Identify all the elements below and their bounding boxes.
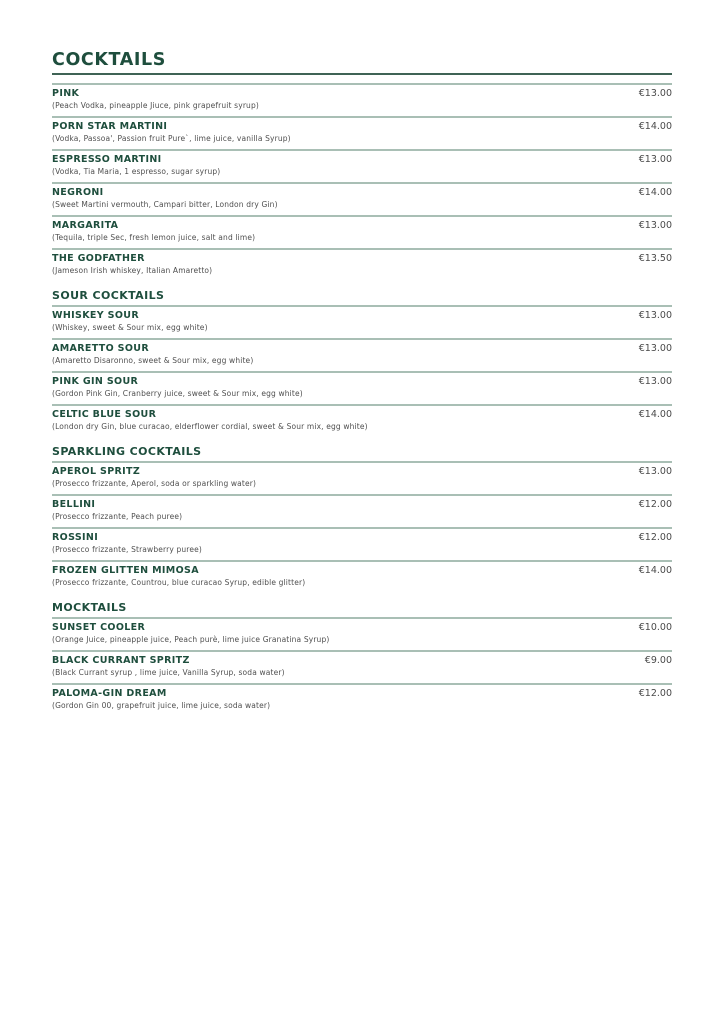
item-name: PINK GIN SOUR: [52, 376, 139, 387]
item-price: €13.00: [638, 310, 672, 321]
item-description: (Vodka, Passoa', Passion fruit Pure`, lime juice, vanilla Syrup): [52, 134, 291, 143]
item-row: [52, 655, 672, 666]
item-description: (Black Currant syrup , lime juice, Vanilla Syrup, soda water): [52, 668, 285, 677]
item-description: (Gordon Pink Gin, Cranberry juice, sweet & Sour mix, egg white): [52, 389, 303, 398]
item-row: [52, 466, 672, 477]
item-price: €13.00: [638, 154, 672, 165]
section-header-mocktails: MOCKTAILS: [52, 601, 127, 614]
item-row: [52, 565, 672, 576]
item-price: €9.00: [644, 655, 672, 666]
item-price: €14.00: [638, 409, 672, 420]
item-row: [52, 376, 672, 387]
item-description: (Amaretto Disaronno, sweet & Sour mix, egg white): [52, 356, 254, 365]
item-description: (Jameson Irish whiskey, Italian Amaretto): [52, 266, 213, 275]
menu-item-paloma-gin-dream: [52, 683, 672, 716]
item-description: (Sweet Martini vermouth, Campari bitter, London dry Gin): [52, 200, 278, 209]
item-row: [52, 310, 672, 321]
item-description: (Gordon Gin 00, grapefruit juice, lime juice, soda water): [52, 701, 271, 710]
menu-item-espresso-martini: [52, 149, 672, 182]
item-description: (Prosecco frizzante, Countrou, blue curacao Syrup, edible glitter): [52, 578, 306, 587]
item-row: [52, 343, 672, 354]
item-description: (London dry Gin, blue curacao, elderflower cordial, sweet & Sour mix, egg white): [52, 422, 368, 431]
menu-item-pink-gin-sour: [52, 371, 672, 404]
section-sour-cocktails: [52, 289, 672, 437]
item-name: BLACK CURRANT SPRITZ: [52, 655, 190, 666]
menu-item-frozen-glitten-mimosa: [52, 560, 672, 593]
item-price: €13.00: [638, 376, 672, 387]
menu-item-bellini: [52, 494, 672, 527]
item-description: (Orange Juice, pineapple juice, Peach purè, lime juice Granatina Syrup): [52, 635, 330, 644]
item-price: €13.50: [638, 253, 672, 264]
item-price: €14.00: [638, 565, 672, 576]
menu-item-sunset-cooler: [52, 617, 672, 650]
item-description: (Whiskey, sweet & Sour mix, egg white): [52, 323, 208, 332]
item-description: (Prosecco frizzante, Strawberry puree): [52, 545, 202, 554]
menu-item-amaretto-sour: [52, 338, 672, 371]
item-price: €13.00: [638, 466, 672, 477]
menu-item-margarita: [52, 215, 672, 248]
item-name: CELTIC BLUE SOUR: [52, 409, 157, 420]
menu-item-aperol-spritz: [52, 461, 672, 494]
item-name: SUNSET COOLER: [52, 622, 146, 633]
item-row: [52, 88, 672, 99]
item-description: (Tequila, triple Sec, fresh lemon juice, salt and lime): [52, 233, 256, 242]
item-description: (Peach Vodka, pineapple Jiuce, pink grapefruit syrup): [52, 101, 259, 110]
item-name: THE GODFATHER: [52, 253, 145, 264]
item-name: AMARETTO SOUR: [52, 343, 150, 354]
item-name: APEROL SPRITZ: [52, 466, 141, 477]
item-name: BELLINI: [52, 499, 96, 510]
menu-item-black-currant-spritz: [52, 650, 672, 683]
item-row: [52, 532, 672, 543]
item-row: [52, 622, 672, 633]
item-price: €10.00: [638, 622, 672, 633]
menu-item-the-godfather: [52, 248, 672, 281]
item-price: €14.00: [638, 187, 672, 198]
item-name: FROZEN GLITTEN MIMOSA: [52, 565, 199, 576]
item-description: (Prosecco frizzante, Peach puree): [52, 512, 183, 521]
item-row: [52, 253, 672, 264]
section-header-sparkling-cocktails: SPARKLING COCKTAILS: [52, 445, 202, 458]
section-sparkling-cocktails: [52, 445, 672, 593]
item-row: [52, 688, 672, 699]
section-cocktails: [52, 83, 672, 281]
item-row: [52, 121, 672, 132]
item-row: [52, 154, 672, 165]
item-name: ESPRESSO MARTINI: [52, 154, 162, 165]
item-row: [52, 220, 672, 231]
item-price: €12.00: [638, 532, 672, 543]
item-price: €13.00: [638, 88, 672, 99]
menu-item-rossini: [52, 527, 672, 560]
item-name: PALOMA-GIN DREAM: [52, 688, 167, 699]
item-price: €13.00: [638, 343, 672, 354]
section-mocktails: [52, 601, 672, 716]
menu-item-negroni: [52, 182, 672, 215]
page-title: COCKTAILS: [52, 50, 672, 75]
item-name: ROSSINI: [52, 532, 99, 543]
item-row: [52, 409, 672, 420]
item-price: €12.00: [638, 688, 672, 699]
item-name: NEGRONI: [52, 187, 104, 198]
item-description: (Prosecco frizzante, Aperol, soda or sparkling water): [52, 479, 257, 488]
item-price: €13.00: [638, 220, 672, 231]
item-description: (Vodka, Tia Maria, 1 espresso, sugar syrup): [52, 167, 221, 176]
item-price: €12.00: [638, 499, 672, 510]
item-row: [52, 187, 672, 198]
item-name: PINK: [52, 88, 80, 99]
menu: [52, 83, 672, 716]
menu-item-celtic-blue-sour: [52, 404, 672, 437]
section-header-sour-cocktails: SOUR COCKTAILS: [52, 289, 165, 302]
item-name: PORN STAR MARTINI: [52, 121, 168, 132]
item-name: MARGARITA: [52, 220, 119, 231]
menu-item-pink: [52, 83, 672, 116]
menu-item-porn-star-martini: [52, 116, 672, 149]
item-price: €14.00: [638, 121, 672, 132]
menu-item-whiskey-sour: [52, 305, 672, 338]
item-name: WHISKEY SOUR: [52, 310, 139, 321]
item-row: [52, 499, 672, 510]
